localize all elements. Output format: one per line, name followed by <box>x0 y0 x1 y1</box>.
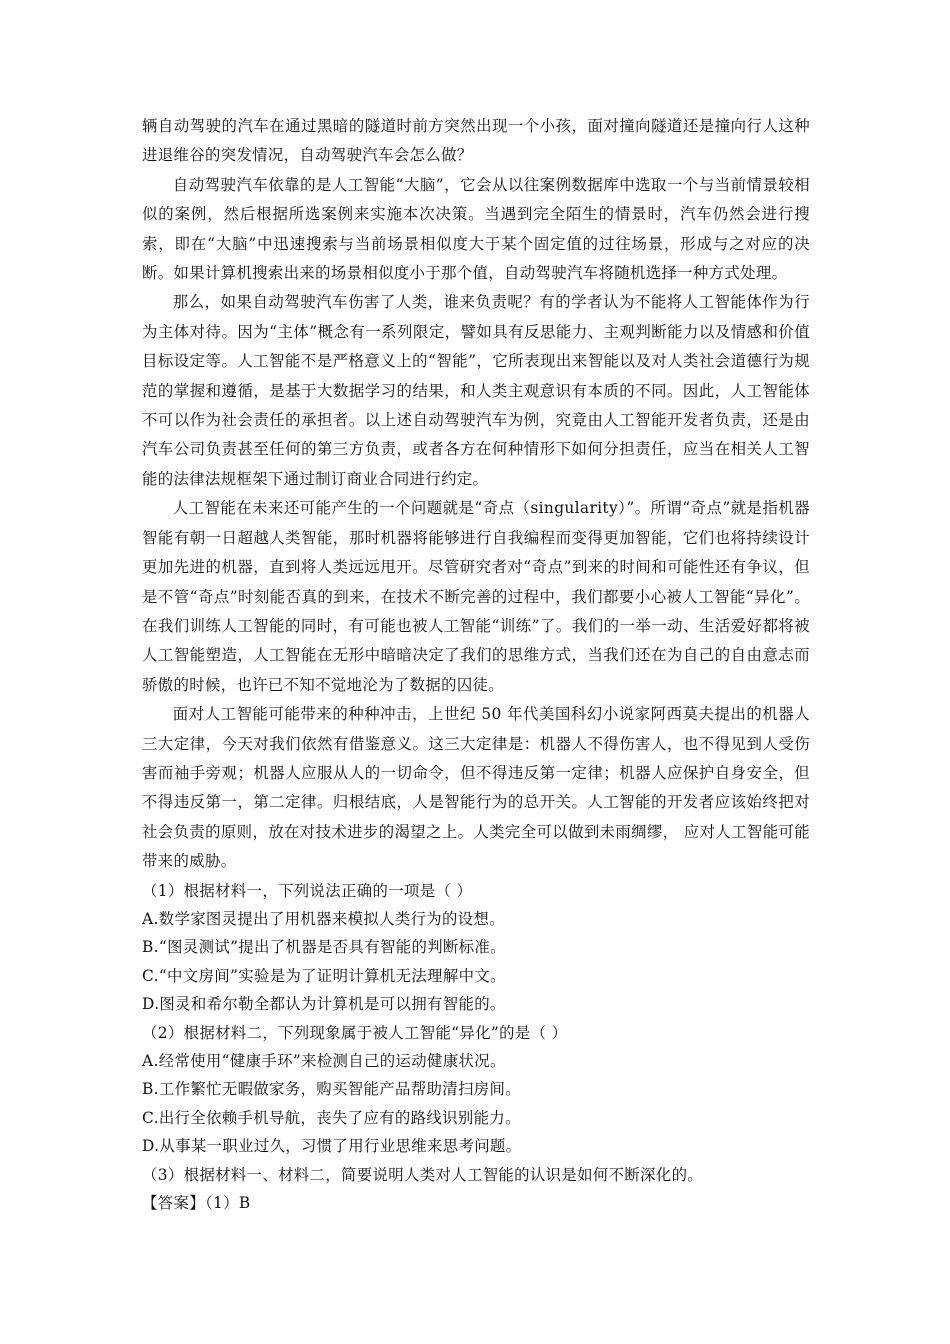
question-2-option-d: D.从事某一职业过久，习惯了用行业思维来思考问题。 <box>142 1137 522 1156</box>
question-2-stem: （2）根据材料二，下列现象属于被人工智能“异化”的是（ ） <box>142 1023 568 1042</box>
document-page <box>142 112 810 1217</box>
question-3-stem: （3）根据材料一、材料二，简要说明人类对人工智能的认识是如何不断深化的。 <box>142 1165 704 1184</box>
passage-paragraph-2: 自动驾驶汽车依靠的是人工智能“大脑”，它会从以往案例数据库中选取一个与当前情景较相似的案例，然后根据所选案例来实施本次决策。当遇到完全陌生的情景时，汽车仍然会进行搜索，即在“大脑”中迅速搜索与当前场景相似度大于某个固定值的过往场景，形成与之对应的决断。如果计算机搜索出来的场景相似度小于那个值，自动驾驶汽车将随机选择一种方式处理。 <box>142 175 810 283</box>
question-1-option-b: B.“图灵测试”提出了机器是否具有智能的判断标准。 <box>142 938 506 957</box>
question-1-option-a: A.数学家图灵提出了用机器来模拟人类行为的设想。 <box>142 909 506 928</box>
question-2-option-b: B.工作繁忙无暇做家务，购买智能产品帮助清扫房间。 <box>142 1080 521 1099</box>
passage-paragraph-5: 面对人工智能可能带来的种种冲击，上世纪 50 年代美国科幻小说家阿西莫夫提出的机器人三大定律，今天对我们依然有借鉴意义。这三大定律是：机器人不得伤害人，也不得见到人受伤害而袖手旁观；机器人应服从人的一切命令，但不得违反第一定律；机器人应保护自身安全，但不得违反第一，第二定律。归根结底，人是智能行为的总开关。人工智能的开发者应该始终把对社会负责的原则，放在对技术进步的渴望之上。人类完全可以做到未雨绸缪， 应对人工智能可能带来的威胁。 <box>142 705 810 871</box>
question-3 <box>142 1161 810 1189</box>
passage-paragraph-3: 那么，如果自动驾驶汽车伤害了人类，谁来负责呢？有的学者认为不能将人工智能体作为行为主体对待。因为“主体”概念有一系列限定，譬如具有反思能力、主观判断能力以及情感和价值目标设定等。人工智能不是严格意义上的“智能”，它所表现出来智能以及对人类社会道德行为规范的掌握和遵循，是基于大数据学习的结果，和人类主观意识有本质的不同。因此，人工智能体不可以作为社会责任的承担者。以上述自动驾驶汽车为例，究竟由人工智能开发者负责，还是由汽车公司负责甚至任何的第三方负责，或者各方在何种情形下如何分担责任，应当在相关人工智能的法律法规框架下通过制订商业合同进行约定。 <box>142 293 810 488</box>
question-2-option-c: C.出行全依赖手机导航，丧失了应有的路线识别能力。 <box>142 1108 521 1127</box>
question-2-option-a: A.经常使用“健康手环”来检测自己的运动健康状况。 <box>142 1052 506 1070</box>
passage-paragraph-1: 辆自动驾驶的汽车在通过黑暗的隧道时前方突然出现一个小孩，面对撞向隧道还是撞向行人这种进退维谷的突发情况，自动驾驶汽车会怎么做？ <box>142 117 810 165</box>
question-2 <box>142 1019 810 1161</box>
question-1 <box>142 877 810 1019</box>
passage-paragraph-4: 人工智能在未来还可能产生的一个问题就是“奇点（singularity）”。所谓“奇点”就是指机器智能有朝一日超越人类智能，那时机器将能够进行自我编程而变得更加智能，它们也将持续设计更加先进的机器，直到将人类远远甩开。尽管研究者对“奇点”到来的时间和可能性还有争议，但是不管“奇点”时刻能否真的到来，在技术不断完善的过程中，我们都要小心被人工智能“异化”。在我们训练人工智能的同时，有可能也被人工智能“训练”了。我们的一举一动、生活爱好都将被人工智能塑造，人工智能在无形中暗暗决定了我们的思维方式，当我们还在为自己的自由意志而骄傲的时候，也许已不知不觉地沦为了数据的囚徒。 <box>142 499 810 694</box>
question-1-stem: （1）根据材料一，下列说法正确的一项是（ ） <box>142 881 473 900</box>
question-1-option-d: D.图灵和希尔勒全都认为计算机是可以拥有智能的。 <box>142 995 506 1014</box>
question-1-option-c: C.“中文房间”实验是为了证明计算机无法理解中文。 <box>142 966 506 985</box>
answer-line: 【答案】（1）B <box>142 1194 251 1213</box>
